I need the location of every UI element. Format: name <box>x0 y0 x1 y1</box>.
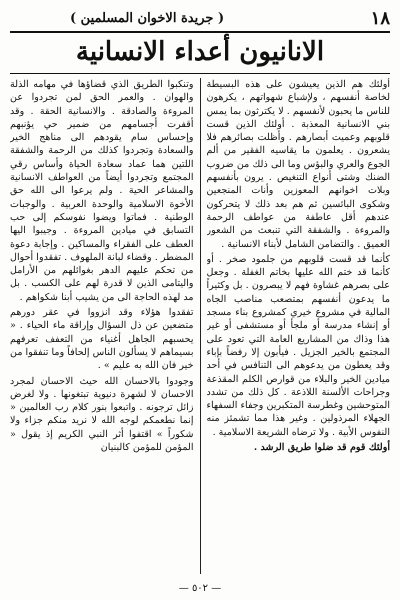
right-column-paragraph: أولئك قوم قد ضلوا طريق الرشد . <box>253 442 390 454</box>
right-column-paragraph: أولئك هم الذين يعيشون على هذه البسيطة لخاصة أنفسهم ، ولإشباع شهواتهم ، يكرهون للناس ما يحبون لأنفسهم . لا يكترثون بما يمس بني الانسانية المعذبة . أولئك الذين قست قلوبهم وعميت أبصارهم . وأظلت بصائرهم فلا يشعرون . يعلمون ما يقاسيه الفقير من ألم الجوع والعري والبؤس وما الى ذلك من ضروب الضنك وشتى أنواع التنغيص . يرون بأنفسهم وبلات اخوانهم المعوزين وأنات المنجعين وشكوى البائسين ثم هم بعد ذلك لا يتحركون عندهم أقل عاطفة من عواطف الرحمة والمروءة . والشفقة التي تنبعث من الشعور العميق . والتضامن الشامل لأبناء الانسانية . <box>206 79 390 250</box>
header-rule <box>10 31 390 33</box>
right-column-paragraph: كأنما قد قست قلوبهم من جلمود صخر . أو كأنما قد ختم الله عليها بخاتم الغفلة . وجعل على بصرهم غشاوة فهم لا يبصرون . بل وكثيراً ما يدعون أنفسهم بمتصعب مناصب الجاه المالية في مشروع خيري كمشروع بناء مسجد أو إنشاء مدرسة أو ملجأ أو مستشفى أو غير هذا وذاك من المشاريع العامة التي تعود على المجتمع بالخير الجزيل . فيأبون إلا رفضاً بإباء وقد يعطون من يدعوهم الى التنافس في أحد ميادين الخير والبلاء من قوارص الكلم المقذعة وجراحات الألسنة اللاذعة . كل ذلك من تشدد المتوحشين وغطرسة المتكبرين وجفاء السفهاء الجهلاء المرذولين . وغير هذا مما تشمئز منه النفوس الأبية . ولا ترضاه الشريعة الاسلامية . <box>206 253 390 438</box>
article-body <box>10 78 390 574</box>
page-number: ١٨ <box>370 7 390 29</box>
column-divider <box>200 78 201 574</box>
page-folio: — ٥٠٢ — <box>178 583 222 594</box>
left-column-paragraph: تفقدوا هؤلاء وقد انزووا في عقر دورهم متضعين عن ذل السؤال وإراقة ماء الحياء . « يحسبهم الجاهل أغنياء من التعفف تعرفهم بسيماهم لا يسألون الناس إلحافاً وما تنفقوا من خير فان الله به عليم » . <box>10 307 194 372</box>
journal-name: ( جريدة الاخوان المسلمين ) <box>70 10 225 26</box>
title-rule <box>10 73 390 74</box>
left-column <box>10 78 194 574</box>
page-header <box>10 6 390 30</box>
right-column <box>207 78 391 574</box>
article-title: الانانيون أعداء الانسانية <box>75 37 325 67</box>
left-column-paragraph: وتنكبوا الطريق الذي قضاؤها في مهامه الذلة والهوان . والعمر الحق لمن تجردوا عن المروءة والصادقة . والانسانية الحقة . وقد أقفرت أجسامهم من ضمير حي يؤنبهم وإحساس سام يقودهم الى مناهج الخير والسعادة وتجردوا كذلك من الرحمة والشفقة اللتين هما عماد سعادة الحياة وأساس رقي المجتمع وتجردوا أيضاً من العواطف الانسانية والمشاعر الحية . ولم يرعوا الى الله حق الأخوة الاسلامية والوحدة العربية . والوجبات الوطنية . فماتوا ويضوا نفوسكم إلى حب التسابق في ميادين المروءة . وجيبوا اليها العطف على الفقراء والمساكين . وإجابة دعوة المضطر . وقضاء لبانة الملهوف . تفقدوا أحوال من تحكم عليهم الدهر بغوائلهم من الأرامل واليتامى الذين لا قدرة لهم على الكسب . بل مد لهذه الحاجة الى من يشيب أبنا شكواهم . <box>10 79 194 303</box>
left-column-paragraph: وجودوا بالاحسان الله حيث الاحسان لمجرد الاحسان لا لشهرة دنيوية تبتغونها . ولا لغرض زائل ترجونه . واتبعوا بنور كلام رب العالمين « إنما نطعمكم لوجه الله لا نريد منكم جزاء ولا شكوراً » اقتفوا أثر النبي الكريم إذ يقول « المؤمن للمؤمن كالبنيان <box>10 375 194 454</box>
